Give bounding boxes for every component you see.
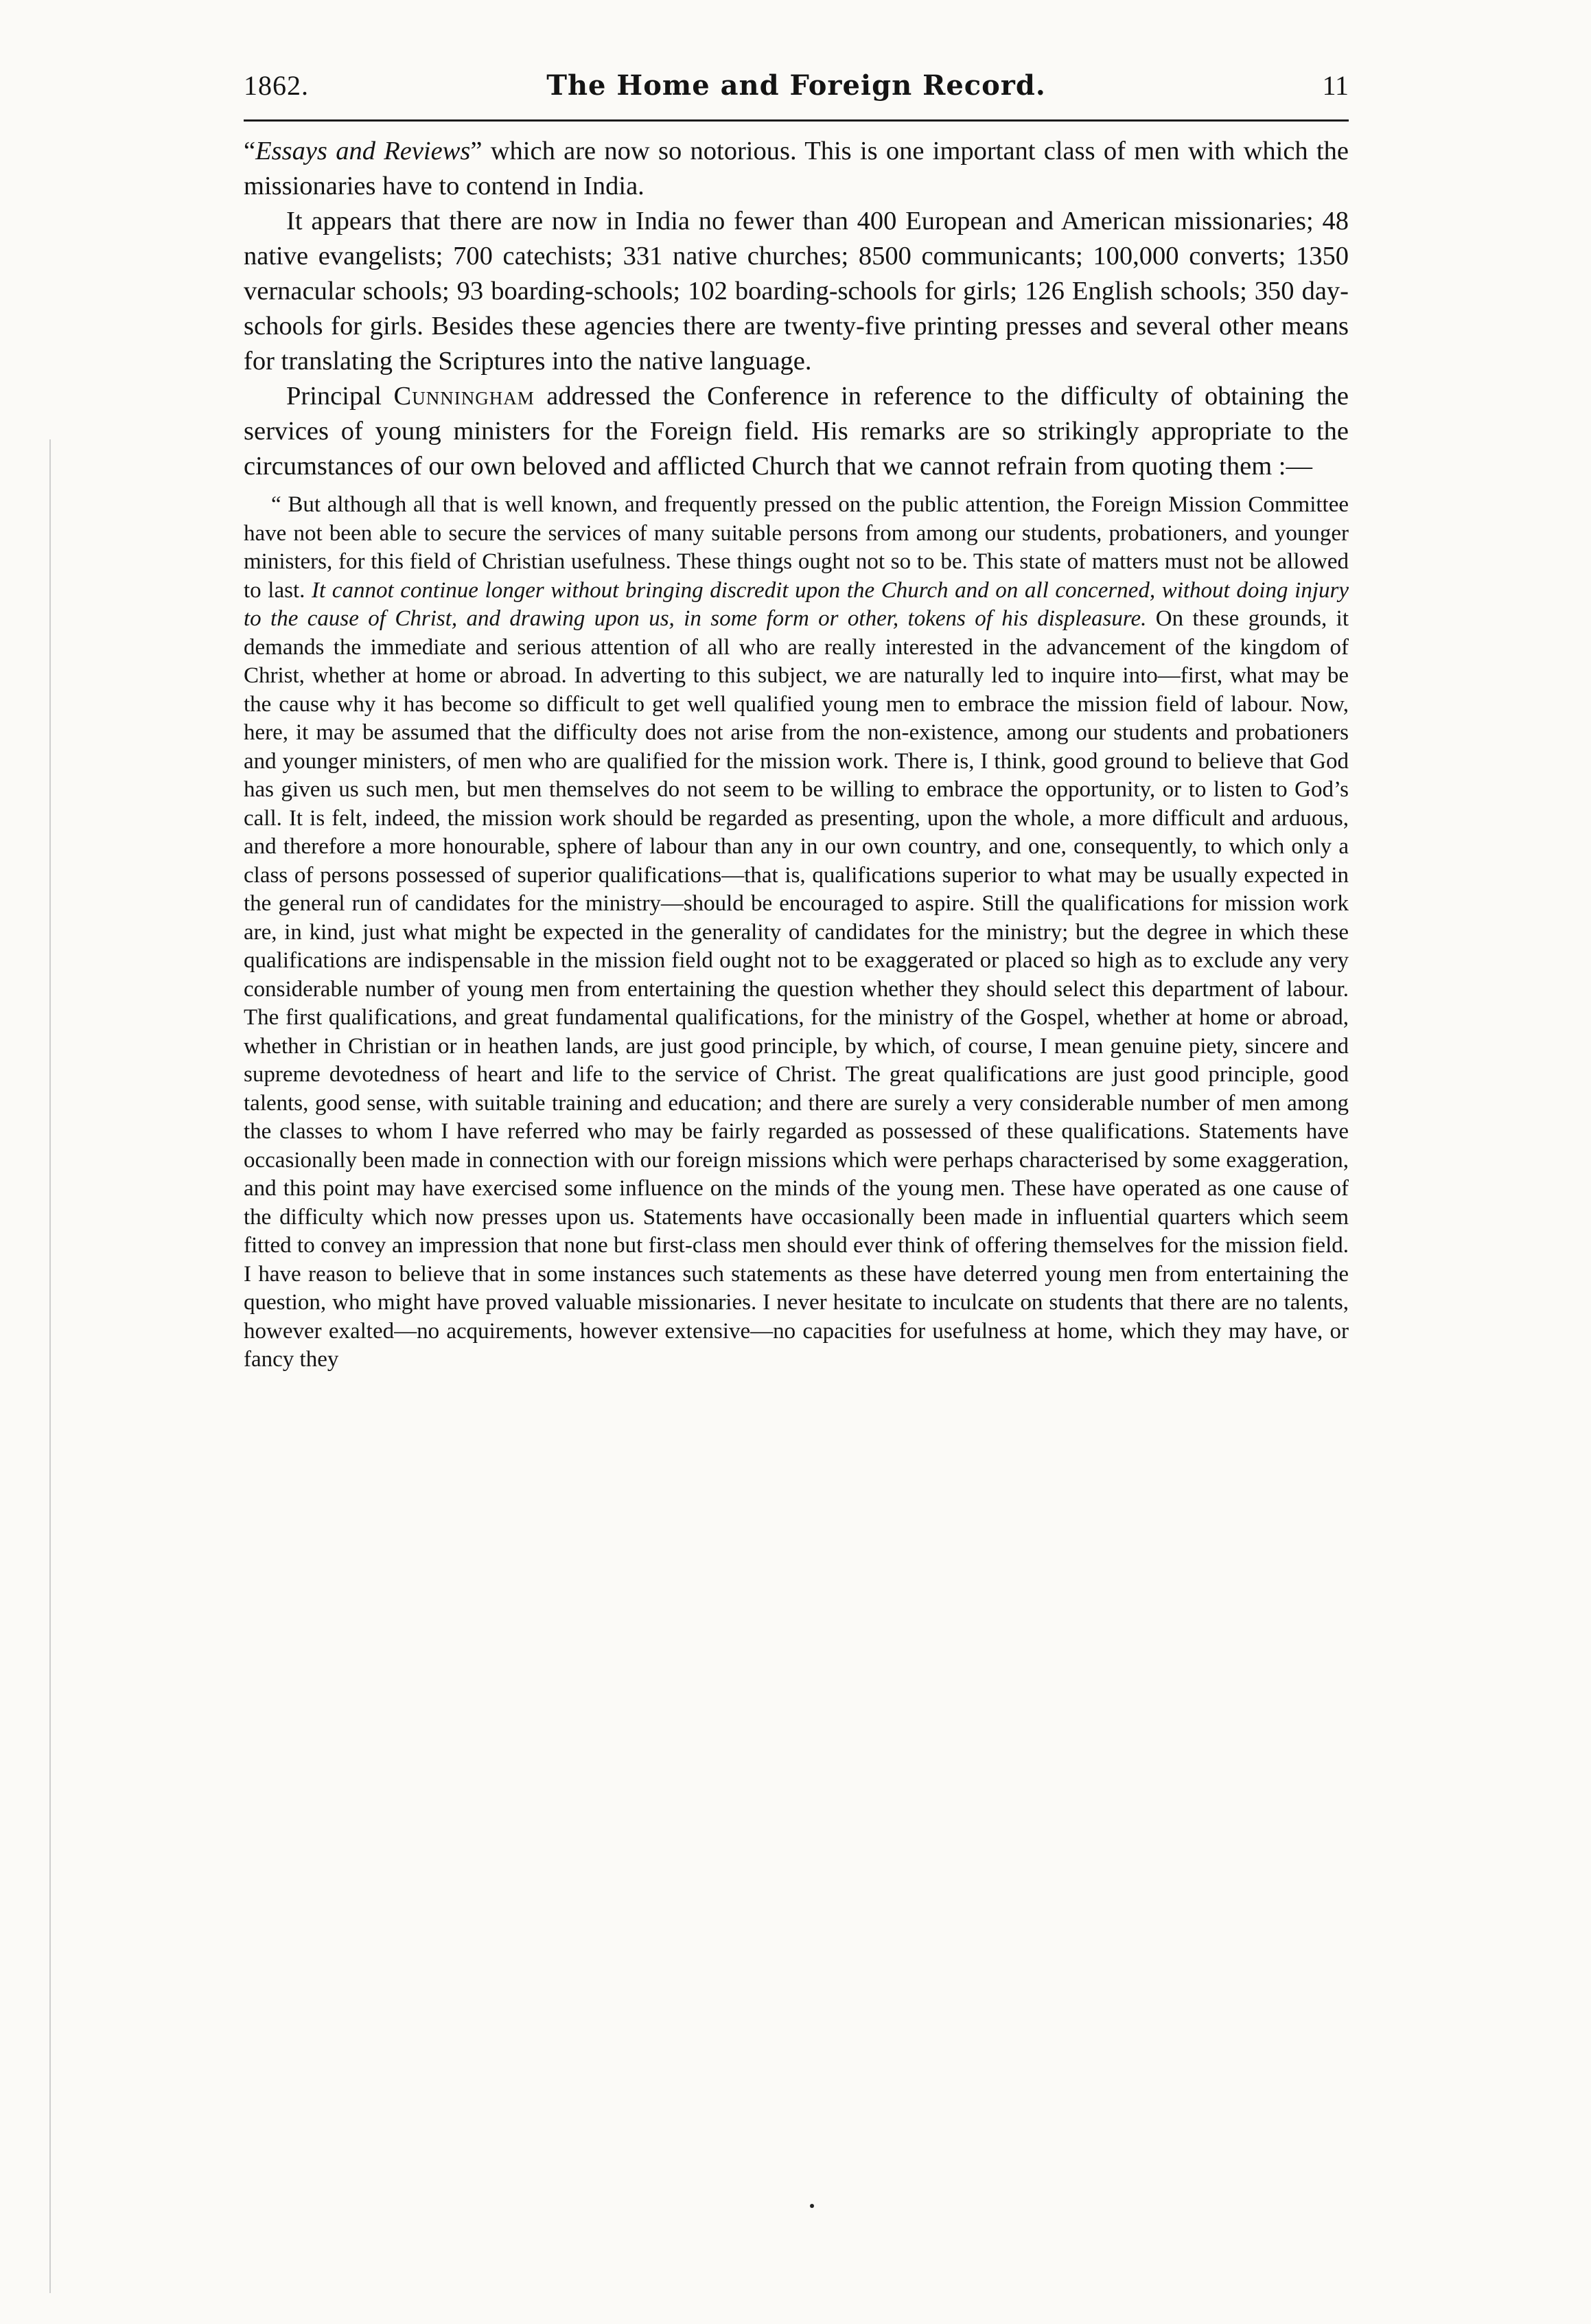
page-mark-dot bbox=[810, 2204, 814, 2208]
paragraph-1 bbox=[244, 134, 1349, 204]
page-number: 11 bbox=[1322, 70, 1349, 101]
scan-margin-line bbox=[49, 439, 51, 2293]
paragraph-3 bbox=[244, 379, 1349, 484]
block-quote bbox=[244, 491, 1349, 1374]
quote-paragraph bbox=[244, 491, 1349, 1374]
running-header bbox=[244, 62, 1349, 110]
header-rule bbox=[244, 119, 1349, 122]
paragraph-3-text: addressed the Conference in reference to the difficulty of obtaining the services of young ministers for the Foreign field. His remarks are so strikingly appropriate to the circumstances of our own beloved and afflicted Church that we cannot refrain from quoting them :— bbox=[244, 382, 1349, 481]
quote-italic: It cannot continue longer without bringing discredit upon the Church and on all concerned, without doing injury to the cause of Christ, and drawing upon us, in some form or other, tokens of his displeasure. bbox=[244, 577, 1349, 631]
paragraph-2: It appears that there are now in India no fewer than 400 European and American missionaries; 48 native evangelists; 700 catechists; 331 native churches; 8500 communicants; 100,000 converts; 1350 vernacular schools; 93 boarding-schools; 102 boarding-schools for girls; 126 English schools; 350 day-schools for girls. Besides these agencies there are twenty-five printing presses and several other means for translating the Scriptures into the native language. bbox=[244, 207, 1349, 376]
quote-part-2: On these grounds, it demands the immediate and serious attention of all who are really interested in the advancement of the kingdom of Christ, whether at home or abroad. In adverting to this subject, we are naturally led to inquire into—first, what may be the cause why it has become so difficult to get well qualified young men to embrace the mission field of labour. Now, here, it may be assumed that the difficulty does not arise from the non-existence, among our students and probationers and younger ministers, of men who are qualified for the mission work. There is, I think, good ground to believe that God has given us such men, but men themselves do not seem to be willing to embrace the opportunity, or to listen to God’s call. It is felt, indeed, the mission work should be regarded as presenting, upon the whole, a more difficult and arduous, and therefore a more honourable, sphere of labour than any in our own country, and one, consequently, to which only a class of persons possessed of superior qualifications—that is, qualifications superior to what may be usually expected in the general run of candidates for the ministry—should be encouraged to aspire. Still the qualifications for mission work are, in kind, just what might be expected in the generality of candidates for the ministry; but the degree in which these qualifications are indispensable in the mission field ought not to be exaggerated or placed so high as to exclude any very considerable number of young men from entertaining the question whether they should select this department of labour. The first qualifications, and great fundamental qualifications, for the ministry of the Gospel, whether at home or abroad, whether in Christian or in heathen lands, are just good principle, by which, of course, I mean genuine piety, sincere and supreme devotedness of heart and life to the service of Christ. The great qualifications are just good principle, good talents, good sense, with suitable training and education; and there are surely a very considerable number of men among the classes to whom I have referred who may be fairly regarded as possessed of these qualifications. Statements have occasionally been made in connection with our foreign missions which were perhaps characterised by some exaggeration, and this point may have exercised some influence on the minds of the young men. These have operated as one cause of the difficulty which now presses upon us. Statements have occasionally been made in influential quarters which seem fitted to convey an impression that none but first-class men should ever think of offering themselves for the mission field. I have reason to believe that in some instances such statements as these have deterred young men from entertaining the question, who might have proved valuable missionaries. I never hesitate to inculcate on students that there are no talents, however exalted—no acquirements, however extensive—no capacities for usefulness at home, which they may have, or fancy they bbox=[244, 606, 1349, 1372]
page bbox=[244, 62, 1349, 1374]
paragraph-1-open: “ bbox=[244, 137, 256, 165]
header-year: 1862. bbox=[244, 70, 309, 101]
quote-part-1: “ But although all that is well known, and frequently pressed on the public attention, the Foreign Mission Committee have not been able to secure the services of many suitable persons from among our students, probationers, and younger ministers, for this field of Christian usefulness. These things ought not so to be. This state of matters must not be allowed to last. bbox=[244, 492, 1349, 603]
header-title: The Home and Foreign Record. bbox=[546, 69, 1046, 102]
paragraph-1-text: ” which are now so notorious. This is one important class of men with which the missionaries have to contend in India. bbox=[244, 137, 1349, 200]
paragraph-3-name: Cunningham bbox=[393, 382, 535, 411]
paragraph-3-lead: Principal bbox=[286, 382, 394, 411]
paragraph-1-italic: Essays and Reviews bbox=[255, 137, 471, 165]
